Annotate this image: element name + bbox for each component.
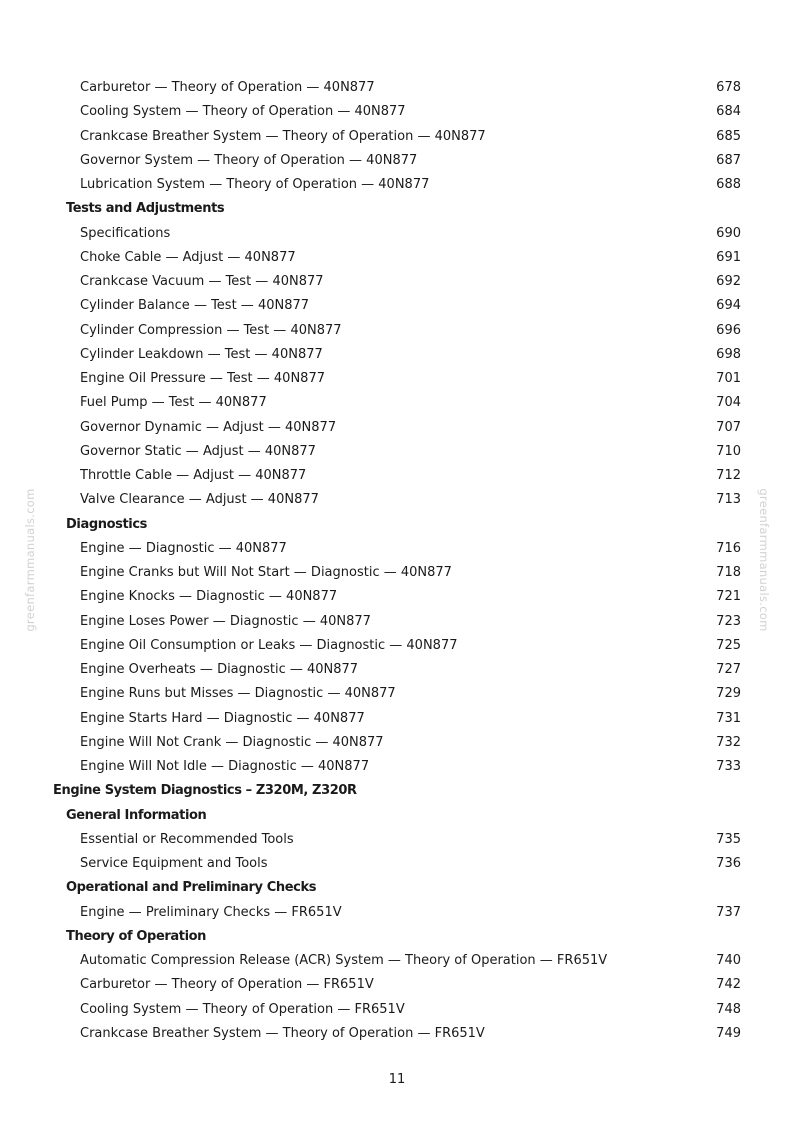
toc-entry[interactable] (0, 149, 794, 173)
toc-entry[interactable] (0, 270, 794, 294)
toc-entry[interactable] (0, 440, 794, 464)
toc-entry[interactable] (0, 973, 794, 997)
page-number: 11 (388, 1072, 406, 1087)
toc-entry-title: Tests and Adjustments (66, 201, 225, 217)
toc-entry-title: Service Equipment and Tools (80, 856, 268, 871)
toc-entry-page: 688 (716, 177, 741, 192)
watermark-right: greenfarmmanuals.com (757, 488, 771, 632)
toc-entry-title: Engine — Diagnostic — 40N877 (80, 540, 287, 556)
toc-subsection-heading (0, 513, 794, 537)
toc-entry[interactable] (0, 76, 794, 100)
toc-entry-page: 742 (716, 977, 741, 993)
toc-entry-title: Governor Dynamic — Adjust — 40N877 (80, 419, 337, 435)
toc-entry-title: Engine Cranks but Will Not Start — Diagnostic — 40N877 (80, 565, 452, 580)
toc-entry-page: 735 (716, 831, 741, 847)
toc-entry-page: 727 (716, 662, 741, 677)
toc-entry-page: 685 (716, 128, 741, 144)
toc-entry-page: 721 (716, 589, 741, 605)
toc-entry[interactable] (0, 125, 794, 149)
toc-entry-title: Engine Will Not Crank — Diagnostic — 40N877 (80, 734, 384, 750)
toc-entry-title: Cylinder Leakdown — Test — 40N877 (80, 346, 323, 362)
toc-entry[interactable] (0, 367, 794, 391)
toc-entry[interactable] (0, 173, 794, 197)
toc-entry-page: 690 (716, 225, 741, 241)
toc-entry[interactable] (0, 100, 794, 124)
toc-entry[interactable] (0, 707, 794, 731)
toc-entry[interactable] (0, 852, 794, 876)
toc-entry-title: Valve Clearance — Adjust — 40N877 (80, 492, 319, 508)
toc-entry-title: Engine Loses Power — Diagnostic — 40N877 (80, 613, 371, 629)
toc-entry-title: Cooling System — Theory of Operation — FR651V (80, 1001, 405, 1017)
toc-entry-page: 710 (716, 443, 741, 459)
toc-entry[interactable] (0, 416, 794, 440)
toc-entry[interactable] (0, 1022, 794, 1046)
toc-section-heading (0, 779, 794, 803)
toc-entry[interactable] (0, 585, 794, 609)
toc-entry-title: Cooling System — Theory of Operation — 40N877 (80, 104, 406, 120)
toc-entry-title: Diagnostics (66, 516, 147, 532)
toc-entry-title: Engine Will Not Idle — Diagnostic — 40N877 (80, 759, 370, 774)
toc-entry-page: 733 (716, 759, 741, 774)
toc-entry-page: 732 (716, 734, 741, 750)
toc-entry-page: 687 (716, 152, 741, 168)
toc-entry-page: 701 (716, 371, 741, 386)
toc-entry[interactable] (0, 731, 794, 755)
toc-entry-title: Crankcase Breather System — Theory of Operation — 40N877 (80, 128, 486, 144)
toc-entry-page: 740 (716, 953, 741, 968)
toc-entry[interactable] (0, 294, 794, 318)
toc-entry[interactable] (0, 634, 794, 658)
toc-entry-title: Governor System — Theory of Operation — 40N877 (80, 152, 418, 168)
toc-entry[interactable] (0, 755, 794, 779)
toc-entry-title: Choke Cable — Adjust — 40N877 (80, 249, 296, 265)
toc-entry-page: 716 (716, 540, 741, 556)
toc-entry-title: Fuel Pump — Test — 40N877 (80, 395, 267, 411)
toc-entry[interactable] (0, 998, 794, 1022)
toc-entry-title: Crankcase Breather System — Theory of Operation — FR651V (80, 1025, 485, 1041)
watermark-left: greenfarmmanuals.com (23, 488, 37, 632)
toc-entry[interactable] (0, 319, 794, 343)
toc-entry[interactable] (0, 561, 794, 585)
toc-entry[interactable] (0, 488, 794, 512)
toc-entry-page: 707 (716, 419, 741, 435)
toc-entry-title: Engine — Preliminary Checks — FR651V (80, 904, 342, 920)
toc-entry-title: Specifications (80, 225, 171, 241)
toc-entry-title: Theory of Operation (66, 928, 207, 944)
table-of-contents (0, 76, 794, 1046)
toc-entry-page: 694 (716, 298, 741, 314)
toc-entry-title: Carburetor — Theory of Operation — FR651V (80, 977, 374, 993)
toc-subsection-heading (0, 925, 794, 949)
toc-entry[interactable] (0, 343, 794, 367)
toc-subsection-heading (0, 197, 794, 221)
toc-entry-title: Engine System Diagnostics – Z320M, Z320R (53, 783, 357, 799)
toc-entry-page: 718 (716, 565, 741, 580)
toc-entry-page: 698 (716, 346, 741, 362)
toc-entry-title: Engine Oil Consumption or Leaks — Diagnostic — 40N877 (80, 637, 458, 653)
toc-entry[interactable] (0, 828, 794, 852)
toc-entry-page: 725 (716, 637, 741, 653)
toc-entry[interactable] (0, 658, 794, 682)
toc-entry-title: Automatic Compression Release (ACR) System — Theory of Operation — FR651V (80, 953, 608, 968)
toc-entry-page: 696 (716, 322, 741, 338)
toc-entry[interactable] (0, 682, 794, 706)
toc-entry[interactable] (0, 901, 794, 925)
toc-entry-page: 736 (716, 856, 741, 871)
toc-entry[interactable] (0, 464, 794, 488)
toc-entry-page: 737 (716, 904, 741, 920)
toc-entry-title: Engine Starts Hard — Diagnostic — 40N877 (80, 710, 365, 726)
toc-entry-title: Governor Static — Adjust — 40N877 (80, 443, 316, 459)
toc-entry-title: Cylinder Compression — Test — 40N877 (80, 322, 342, 338)
toc-entry[interactable] (0, 537, 794, 561)
toc-entry-title: Carburetor — Theory of Operation — 40N877 (80, 80, 375, 95)
toc-entry-page: 712 (716, 468, 741, 483)
toc-entry-page: 749 (716, 1025, 741, 1041)
toc-entry-page: 704 (716, 395, 741, 411)
toc-entry-page: 691 (716, 249, 741, 265)
toc-entry-title: Engine Knocks — Diagnostic — 40N877 (80, 589, 338, 605)
toc-entry[interactable] (0, 610, 794, 634)
toc-entry-page: 748 (716, 1001, 741, 1017)
toc-subsection-heading (0, 804, 794, 828)
toc-entry[interactable] (0, 222, 794, 246)
toc-entry-page: 729 (716, 686, 741, 702)
toc-entry-page: 713 (716, 492, 741, 508)
toc-entry-title: Lubrication System — Theory of Operation — 40N877 (80, 177, 430, 192)
toc-entry[interactable] (0, 391, 794, 415)
toc-entry-page: 723 (716, 613, 741, 629)
toc-entry[interactable] (0, 246, 794, 270)
toc-entry-title: Crankcase Vacuum — Test — 40N877 (80, 274, 324, 289)
toc-entry-title: Engine Overheats — Diagnostic — 40N877 (80, 662, 359, 677)
toc-entry-title: Throttle Cable — Adjust — 40N877 (80, 468, 307, 483)
toc-entry-title: Operational and Preliminary Checks (66, 880, 317, 896)
toc-entry-title: Essential or Recommended Tools (80, 831, 294, 847)
toc-entry-page: 692 (716, 274, 741, 289)
toc-subsection-heading (0, 876, 794, 900)
toc-entry-page: 684 (716, 104, 741, 120)
toc-entry[interactable] (0, 949, 794, 973)
toc-entry-title: Cylinder Balance — Test — 40N877 (80, 298, 310, 314)
toc-entry-page: 678 (716, 80, 741, 95)
toc-entry-title: Engine Runs but Misses — Diagnostic — 40N877 (80, 686, 396, 702)
toc-entry-page: 731 (716, 710, 741, 726)
toc-entry-title: Engine Oil Pressure — Test — 40N877 (80, 371, 325, 386)
toc-entry-title: General Information (66, 807, 207, 823)
